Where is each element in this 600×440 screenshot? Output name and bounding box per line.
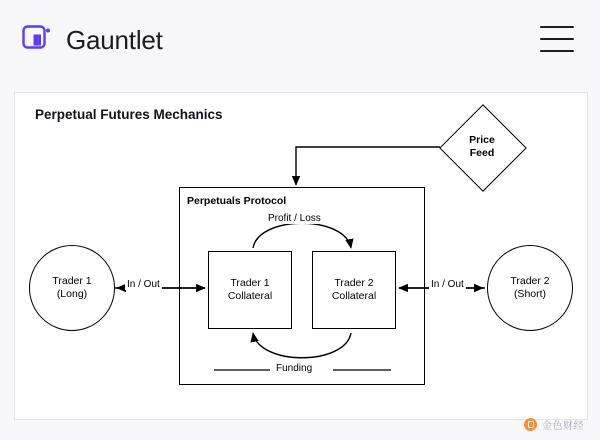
trader-1-name: Trader 1	[52, 274, 92, 287]
watermark	[524, 417, 584, 432]
diagram-canvas	[15, 93, 587, 419]
collateral-2-line2: Collateral	[331, 290, 377, 302]
gauntlet-logo-icon	[22, 25, 52, 55]
node-trader-1-long	[29, 245, 115, 331]
menu-bar-2	[540, 38, 574, 40]
menu-bar-1	[540, 26, 574, 28]
collateral-1-line2: Collateral	[227, 290, 273, 302]
edge-label-profit-loss: Profit / Loss	[268, 213, 321, 224]
perpetuals-protocol-label: Perpetuals Protocol	[187, 195, 287, 207]
brand-name: Gauntlet	[66, 24, 163, 55]
diagram-figure	[14, 92, 588, 420]
edge-label-in-out-left: In / Out	[127, 279, 160, 290]
watermark-text: 金色财经	[542, 421, 584, 432]
collateral-1-line1: Trader 1	[230, 276, 270, 289]
trader-2-side: (Short)	[513, 288, 547, 300]
hamburger-menu-icon[interactable]	[540, 26, 574, 52]
site-header	[0, 0, 600, 80]
brand[interactable]	[22, 25, 163, 56]
price-feed-line2: Feed	[469, 147, 495, 159]
price-feed-label	[440, 105, 524, 189]
watermark-badge-icon	[524, 418, 537, 431]
collateral-2-line1: Trader 2	[334, 276, 374, 289]
page-title: Perpetual Futures Mechanics	[35, 107, 223, 122]
trader-1-side: (Long)	[56, 288, 88, 300]
edge-label-in-out-right: In / Out	[431, 279, 464, 290]
node-price-feed	[440, 105, 524, 189]
menu-bar-3	[540, 50, 574, 52]
node-trader-2-collateral	[312, 251, 396, 329]
price-feed-line1: Price	[469, 133, 495, 146]
node-trader-2-short	[487, 245, 573, 331]
edge-label-funding: Funding	[276, 363, 313, 374]
trader-2-name: Trader 2	[510, 274, 550, 287]
node-trader-1-collateral	[208, 251, 292, 329]
